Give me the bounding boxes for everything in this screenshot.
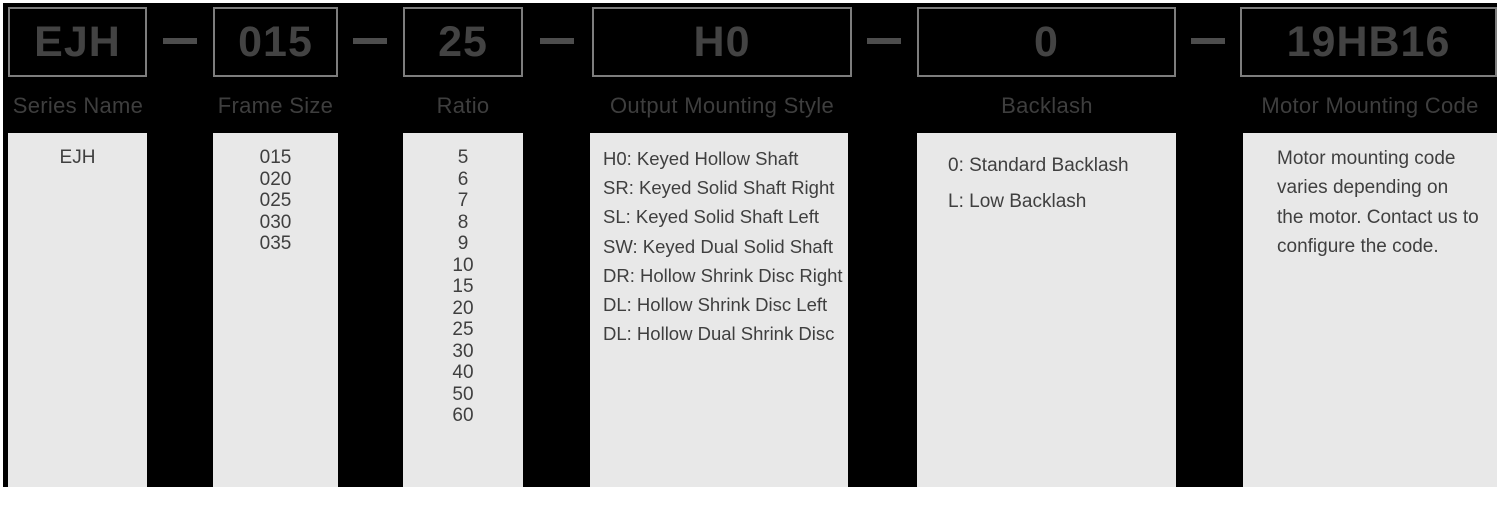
- option-item: 5: [457, 147, 469, 168]
- dash-separator-icon: [540, 38, 574, 44]
- segment-label-ratio: Ratio: [436, 93, 490, 118]
- code-box-series-name: EJH: [8, 7, 147, 77]
- option-item: 020: [259, 168, 292, 190]
- dash-separator-icon: [163, 38, 197, 44]
- code-box-backlash: 0: [917, 7, 1176, 77]
- motor-mounting-note: Motor mounting code varies depending on the motor. Contact us to configure the code.: [1277, 148, 1479, 257]
- option-item: 7: [457, 190, 469, 211]
- option-item: SR: Keyed Solid Shaft Right: [603, 177, 835, 199]
- option-item: H0: Keyed Hollow Shaft: [603, 148, 799, 169]
- dash-separator-icon: [1191, 38, 1225, 44]
- option-item: 025: [259, 190, 292, 211]
- option-item: 30: [452, 340, 474, 362]
- option-item: 6: [457, 168, 469, 190]
- option-item: DL: Hollow Dual Shrink Disc: [603, 323, 835, 345]
- column-backlash: [917, 133, 1176, 487]
- option-item: SL: Keyed Solid Shaft Left: [603, 206, 819, 228]
- code-box-output-mounting: H0: [592, 7, 852, 77]
- option-item: 030: [259, 211, 292, 233]
- option-item: 25: [452, 319, 474, 340]
- option-item: 50: [452, 383, 474, 405]
- option-item: SW: Keyed Dual Solid Shaft: [603, 235, 834, 257]
- column-motor-mounting-code: [1243, 133, 1497, 487]
- option-item: 40: [452, 362, 474, 383]
- option-item: 9: [457, 233, 469, 254]
- segment-label-series-name: Series Name: [12, 93, 144, 118]
- option-item: 60: [452, 405, 474, 426]
- code-box-ratio: 25: [403, 7, 523, 77]
- option-item: DR: Hollow Shrink Disc Right: [603, 264, 843, 286]
- column-series-name: [8, 133, 147, 487]
- segment-label-backlash: Backlash: [1001, 93, 1093, 118]
- option-item: 8: [457, 211, 469, 233]
- segment-label-frame-size: Frame Size: [217, 93, 334, 118]
- dash-separator-icon: [353, 38, 387, 44]
- option-item: 10: [452, 254, 474, 276]
- option-item: 20: [452, 297, 474, 319]
- option-item: L: Low Backlash: [948, 191, 1087, 212]
- segment-label-motor-mounting: Motor Mounting Code: [1261, 93, 1479, 118]
- option-item: DL: Hollow Shrink Disc Left: [603, 294, 828, 316]
- option-item: EJH: [59, 147, 96, 168]
- option-item: 015: [259, 147, 292, 168]
- column-frame-size: [213, 133, 338, 487]
- dash-separator-icon: [867, 38, 901, 44]
- segment-label-output-mounting: Output Mounting Style: [610, 93, 834, 118]
- option-item: 035: [259, 233, 292, 254]
- column-output-mounting-style: [590, 133, 848, 487]
- code-box-motor-mounting: 19HB16: [1240, 7, 1497, 77]
- column-ratio: [403, 133, 523, 487]
- code-box-frame-size: 015: [213, 7, 338, 77]
- option-item: 0: Standard Backlash: [948, 155, 1129, 176]
- option-item: 15: [452, 276, 474, 297]
